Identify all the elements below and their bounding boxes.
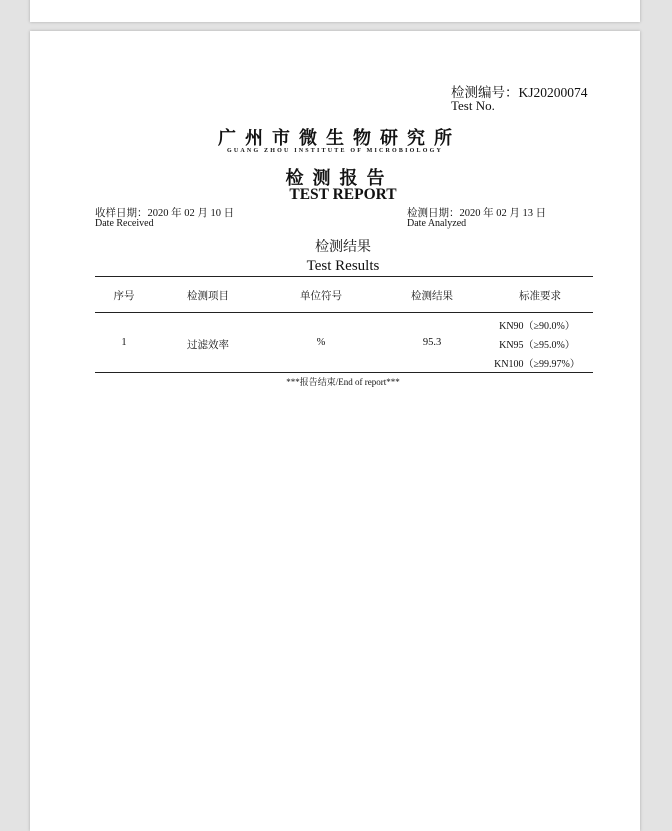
table-header-rule <box>95 312 593 313</box>
table-header-result: 检测结果 <box>411 291 453 302</box>
date-received-en: Date Received <box>95 218 154 229</box>
table-bottom-rule <box>95 372 593 373</box>
row-item: 过滤效率 <box>187 340 229 351</box>
standard-kn95: KN95（≥95.0%） <box>499 340 575 351</box>
row-number: 1 <box>121 337 127 348</box>
row-standards <box>478 317 596 374</box>
date-analyzed-en: Date Analyzed <box>407 218 467 229</box>
test-number-cn: 检测编号：KJ20200074 <box>451 85 588 100</box>
report-page <box>30 31 640 831</box>
previous-page-edge <box>30 0 640 22</box>
table-header-no: 序号 <box>113 291 135 302</box>
report-title-en: TEST REPORT <box>289 186 397 203</box>
table-header-unit: 单位符号 <box>300 291 342 302</box>
table-header-item: 检测项目 <box>187 291 229 302</box>
table-header-standard: 标准要求 <box>519 291 561 302</box>
row-result: 95.3 <box>422 337 442 348</box>
standard-kn90: KN90（≥90.0%） <box>499 321 575 332</box>
results-heading-cn: 检测结果 <box>315 239 371 255</box>
table-top-rule <box>95 276 593 277</box>
institute-name-cn: 广州市微生物研究所 <box>218 128 461 149</box>
row-unit: % <box>316 337 326 348</box>
end-of-report: ***报告结束/End of report*** <box>286 377 400 387</box>
results-heading-en: Test Results <box>306 258 380 274</box>
test-number-en: Test No. <box>451 98 495 113</box>
date-analyzed-cn: 检测日期：2020 年 02 月 13 日 <box>407 208 547 219</box>
date-received-cn: 收样日期：2020 年 02 月 10 日 <box>95 208 235 219</box>
report-title-cn: 检测报告 <box>285 168 394 189</box>
institute-name-en: GUANG ZHOU INSTITUTE OF MICROBIOLOGY <box>227 148 443 154</box>
standard-kn100: KN100（≥99.97%） <box>494 359 580 370</box>
